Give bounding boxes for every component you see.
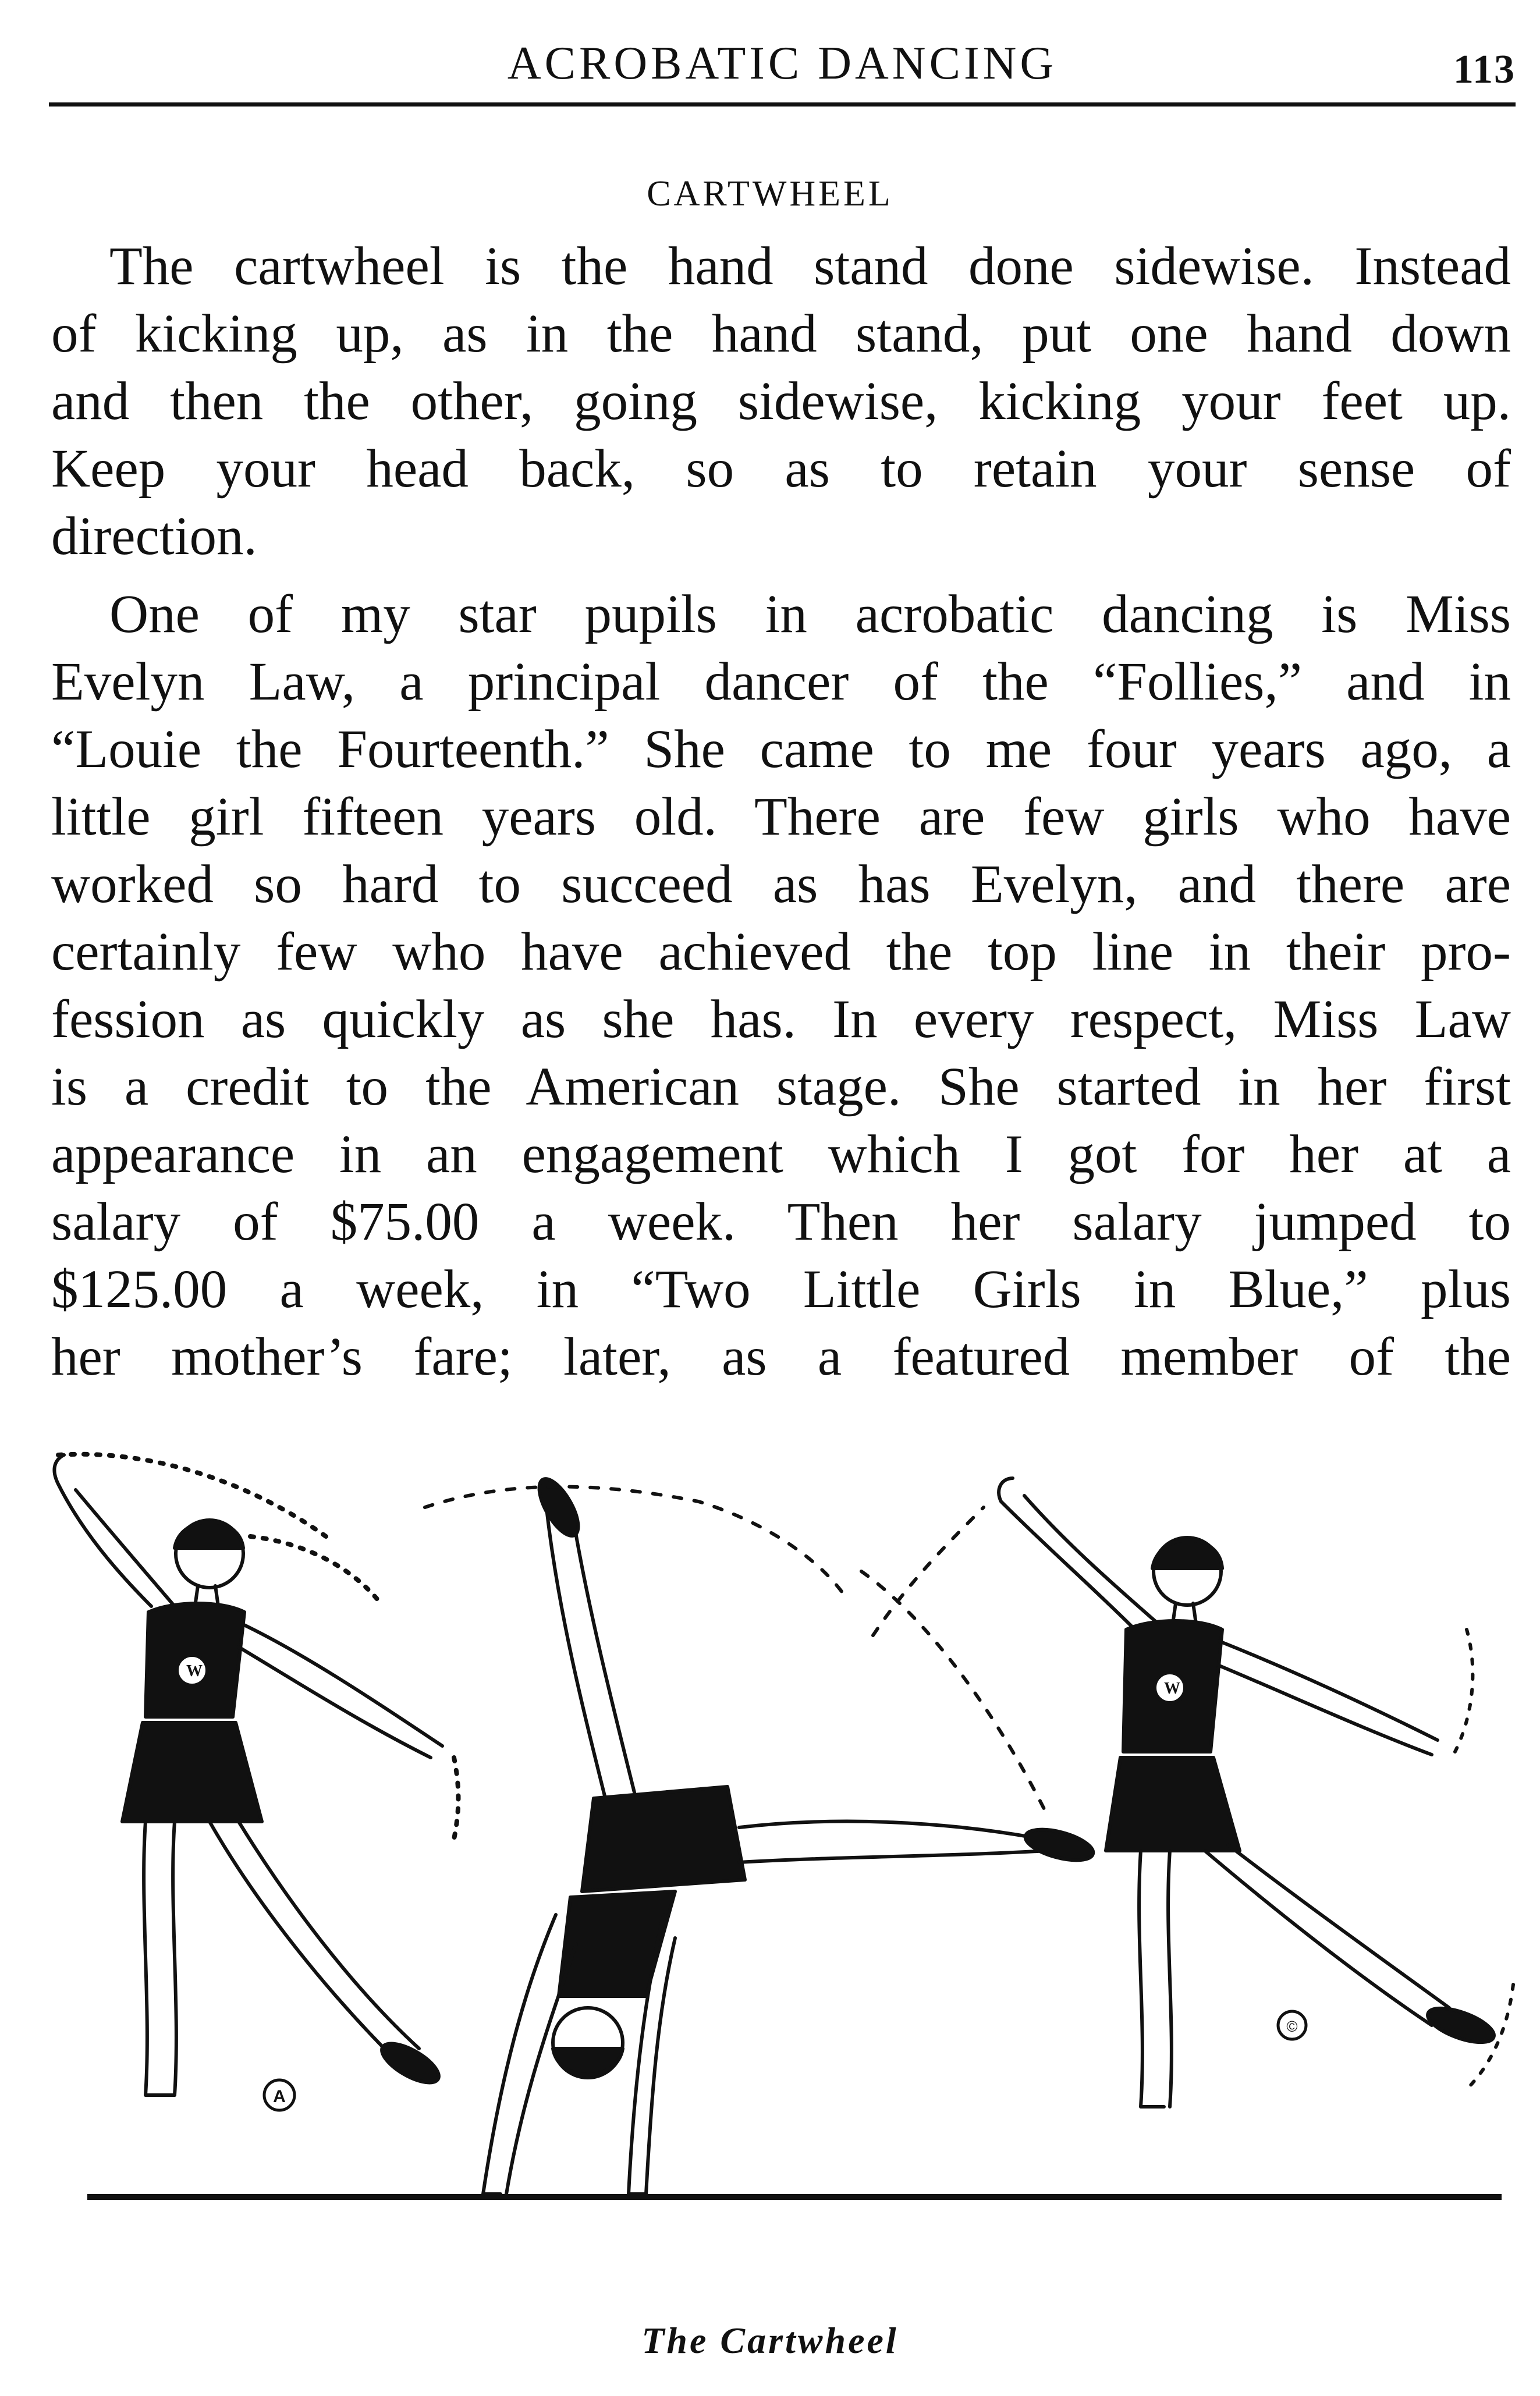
- page-number: 113: [1453, 47, 1516, 92]
- paragraph-2-line-7: fession as quickly as she has. In every respect, Miss Law: [51, 989, 1511, 1049]
- paragraph-1-line-4: Keep your head back, so as to retain your sense of: [51, 439, 1511, 499]
- paragraph-2-line-2: Evelyn Law, a principal dancer of the “Follies,” and in: [51, 652, 1511, 712]
- cartwheel-figure: [0, 1437, 1540, 2305]
- paragraph-2-line-9: appearance in an engagement which I got for her at a: [51, 1124, 1511, 1184]
- dancer-c: [873, 1478, 1513, 2107]
- running-title: ACROBATIC DANCING: [507, 38, 1058, 89]
- running-head: [49, 34, 1516, 107]
- figure-caption: The Cartwheel: [641, 2320, 899, 2361]
- paragraph-2-line-8: is a credit to the American stage. She started in her first: [51, 1057, 1511, 1117]
- paragraph-2-line-11: $125.00 a week, in “Two Little Girls in Blue,” plus: [51, 1259, 1511, 1319]
- paragraph-1-line-1: The cartwheel is the hand stand done sidewise. Instead: [109, 236, 1511, 296]
- paragraph-2-line-5: worked so hard to succeed as has Evelyn, and there are: [51, 854, 1511, 914]
- emblem-a: W: [186, 1662, 203, 1680]
- paragraph-2-line-4: little girl fifteen years old. There are few girls who have: [51, 787, 1511, 847]
- paragraph-1-line-3: and then the other, going sidewise, kicking your feet up.: [51, 371, 1511, 431]
- paragraph-1-line-5: direction.: [51, 506, 257, 566]
- section-title: CARTWHEEL: [647, 174, 893, 214]
- paragraph-2-line-12: her mother’s fare; later, as a featured member of the: [51, 1327, 1511, 1387]
- dancer-a: [54, 1454, 458, 2095]
- position-label-a: A: [273, 2087, 286, 2106]
- paragraph-2-line-3: “Louie the Fourteenth.” She came to me four years ago, a: [51, 719, 1511, 779]
- paragraph-2-line-6: certainly few who have achieved the top line in their pro-: [51, 922, 1511, 982]
- floor-line: [87, 2194, 1502, 2200]
- dancer-b: [425, 1473, 1097, 2194]
- paragraph-2-line-10: salary of $75.00 a week. Then her salary jumped to: [51, 1192, 1511, 1252]
- body-text: [51, 233, 1511, 1391]
- emblem-c: W: [1164, 1680, 1180, 1698]
- position-label-c: ©: [1286, 2018, 1298, 2035]
- paragraph-2-line-1: One of my star pupils in acrobatic dancing is Miss: [109, 584, 1511, 644]
- cartwheel-illustration: [0, 1437, 1540, 2305]
- paragraph-1-line-2: of kicking up, as in the hand stand, put one hand down: [51, 304, 1511, 364]
